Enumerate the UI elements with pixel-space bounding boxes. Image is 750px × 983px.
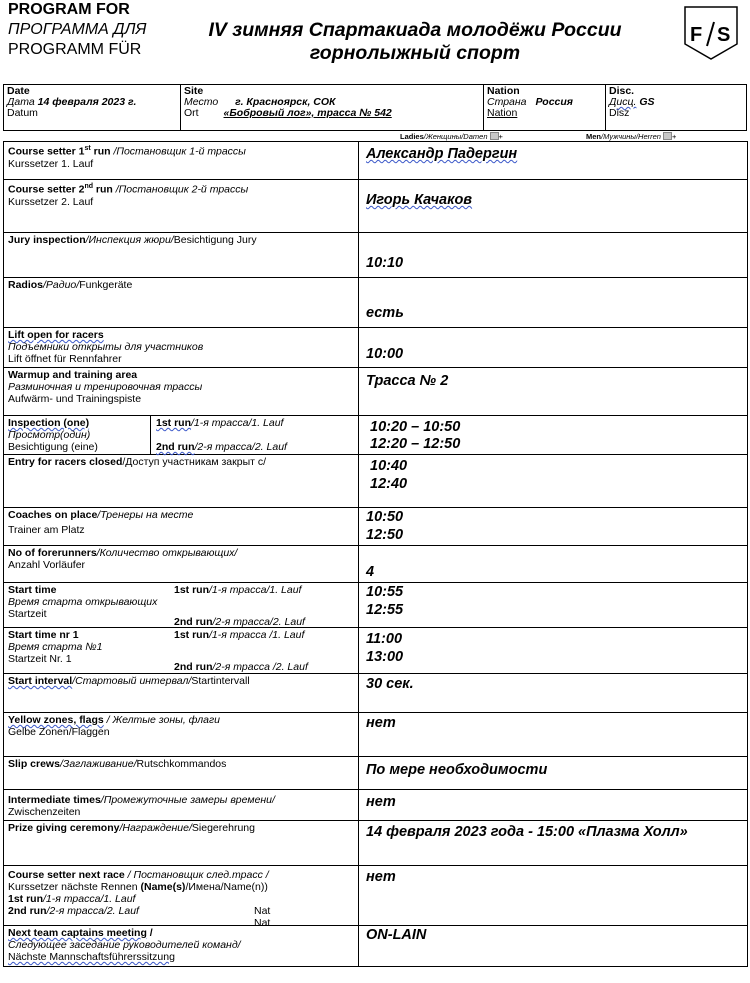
date-label-de: Datum: [7, 107, 38, 119]
course-setter-1-value: Александр Падергин: [366, 146, 518, 162]
program-schedule-table: [3, 141, 748, 967]
coaches-value-2: 12:50: [366, 527, 404, 543]
entry-closed-value-2: 12:40: [370, 476, 408, 492]
program-for-ru: ПРОГРАММА ДЛЯ: [8, 21, 147, 38]
jury-inspection-value: 10:10: [366, 255, 404, 271]
site-label-en: Site: [184, 85, 204, 97]
row-lift-open: Lift open for racers Подъемники открыты для участников Lift öffnet für Rennfahrer 10:00: [4, 328, 747, 368]
row-warmup: Warmup and training area Разминочная и тренировочная трассы Aufwärm- und Trainingspiste Трасса № 2: [4, 368, 747, 416]
svg-text:F: F: [690, 24, 703, 46]
radios-value: есть: [366, 305, 404, 321]
disc-label-de: Disz: [609, 107, 630, 119]
start-time-nr1-value-1: 11:00: [366, 631, 403, 647]
slip-crews-value: По мере необходимости: [366, 762, 548, 778]
event-title-line1: IV зимняя Спартакиада молодёжи России: [208, 19, 622, 41]
site-value-1: г. Красноярск, СОК: [235, 96, 336, 108]
row-captains-meeting: Next team captains meeting / Следующее заседание руководителей команд/ Nächste Mannschaftsführerssitzung ON-LAIN: [4, 926, 747, 967]
event-info-table: [3, 84, 747, 131]
footer-empty-cell: [3, 966, 748, 983]
row-radios: Radios/Радио/Funkgeräte есть: [4, 278, 747, 328]
row-start-interval: Start interval/Стартовый интервал/Startintervall 30 сек.: [4, 674, 747, 713]
ladies-checkbox[interactable]: [490, 132, 499, 140]
row-start-time: Start time Время старта открывающих Startzeit 1st run/1-я трасса/1. Lauf 2nd run/2-я трасса/2. Lauf 10:55 12:55: [4, 583, 747, 628]
row-course-setter-1: Course setter 1st run /Постановщик 1-й трассы Kurssetzer 1. Lauf Александр Падергин: [4, 142, 747, 180]
date-cell: [4, 85, 180, 131]
fis-logo: [681, 6, 741, 60]
entry-closed-value-1: 10:40: [370, 458, 408, 474]
nation-label-de: Nation: [487, 107, 518, 119]
row-entry-closed: Entry for racers closed/Доступ участникам закрыт с/ 10:40 12:40: [4, 455, 747, 508]
site-cell: [181, 85, 483, 131]
forerunners-value: 4: [366, 564, 375, 580]
date-label-ru: Дата: [7, 96, 35, 108]
program-for-en: PROGRAM FOR: [8, 1, 130, 18]
program-for-de: PROGRAMM FÜR: [8, 41, 142, 58]
nation-value: Россия: [535, 96, 573, 108]
row-slip-crews: Slip crews/Заглаживание/Rutschkommandos По мере необходимости: [4, 757, 747, 790]
site-value-2: «Бобровый лог», трасса № 542: [223, 107, 392, 119]
row-forerunners: No of forerunners/Количество открывающих/ Anzahl Vorläufer 4: [4, 546, 747, 583]
ladies-option: Ladies/Женщины/Damen +: [400, 132, 503, 141]
document-header: [0, 0, 750, 78]
row-intermediate-times: Intermediate times/Промежуточные замеры времени/ Zwischenzeiten нет: [4, 790, 747, 821]
inspection-value-1: 10:20 – 10:50: [370, 419, 461, 435]
nation-label-en: Nation: [487, 85, 520, 97]
date-value: 14 февраля 2023 г.: [37, 96, 137, 108]
site-label-ru: Место: [184, 96, 219, 108]
row-jury-inspection: Jury inspection/Инспекция жюри/Besichtigung Jury 10:10: [4, 233, 747, 278]
row-next-course-setter: Course setter next race / Постановщик след.трасс / Kurssetzer nächste Rennen (Name(s)/Имена/Name(n)) 1st run/1-я трасса/1. Lauf 2nd run/2-я трасса/2. Lauf Nat Nat нет: [4, 866, 747, 926]
row-inspection: Inspection (one) Просмотр(один) Besichtigung (eine) 1st run/1-я трасса/1. Lauf 2nd run/2-я трасса/2. Lauf 10:20 – 10:50 12:20 – 12:50: [4, 416, 747, 455]
warmup-value: Трасса № 2: [366, 373, 449, 389]
svg-text:S: S: [717, 24, 731, 46]
men-option: Men/Мужчины/Herren +: [586, 132, 677, 141]
date-label-en: Date: [7, 85, 30, 97]
next-course-setter-value: нет: [366, 869, 396, 885]
site-label-de: Ort: [184, 107, 199, 119]
inspection-value-2: 12:20 – 12:50: [370, 436, 461, 452]
event-title: [196, 19, 634, 65]
captains-meeting-value: ON-LAIN: [366, 927, 427, 943]
prize-giving-value: 14 февраля 2023 года - 15:00 «Плазма Холл»: [366, 824, 688, 840]
start-time-nr1-value-2: 13:00: [366, 649, 404, 665]
row-course-setter-2: Course setter 2nd run /Постановщик 2-й трассы Kurssetzer 2. Lauf Игорь Качаков: [4, 180, 747, 233]
start-time-value-1: 10:55: [366, 584, 404, 600]
event-title-line2: горнолыжный спорт: [309, 42, 521, 64]
disc-label-en: Disc.: [609, 85, 635, 97]
row-start-time-nr1: Start time nr 1 Время старта №1 Startzeit Nr. 1 1st run/1-я трасса /1. Lauf 2nd run/2-я трасса /2. Lauf 11:00 13:00: [4, 628, 747, 674]
nation-label-ru: Страна: [487, 96, 527, 108]
start-time-value-2: 12:55: [366, 602, 404, 618]
lift-open-value: 10:00: [366, 346, 404, 362]
yellow-zones-value: нет: [366, 715, 396, 731]
course-setter-2-value: Игорь Качаков: [366, 192, 473, 208]
row-yellow-zones: Yellow zones, flags / Желтые зоны, флаги Gelbe Zonen/Flaggen нет: [4, 713, 747, 757]
row-coaches: Coaches on place/Тренеры на месте Trainer am Platz 10:50 12:50: [4, 508, 747, 546]
start-interval-value: 30 сек.: [366, 676, 414, 692]
discipline-cell: [606, 85, 746, 131]
nation-cell: [484, 85, 605, 131]
intermediate-times-value: нет: [366, 794, 396, 810]
coaches-value-1: 10:50: [366, 509, 404, 525]
row-prize-giving: Prize giving ceremony/Награждение/Siegerehrung 14 февраля 2023 года - 15:00 «Плазма Холл»: [4, 821, 747, 866]
disc-label-ru: Дисц.: [609, 96, 637, 108]
disc-value: GS: [639, 96, 655, 108]
men-checkbox[interactable]: [663, 132, 672, 140]
